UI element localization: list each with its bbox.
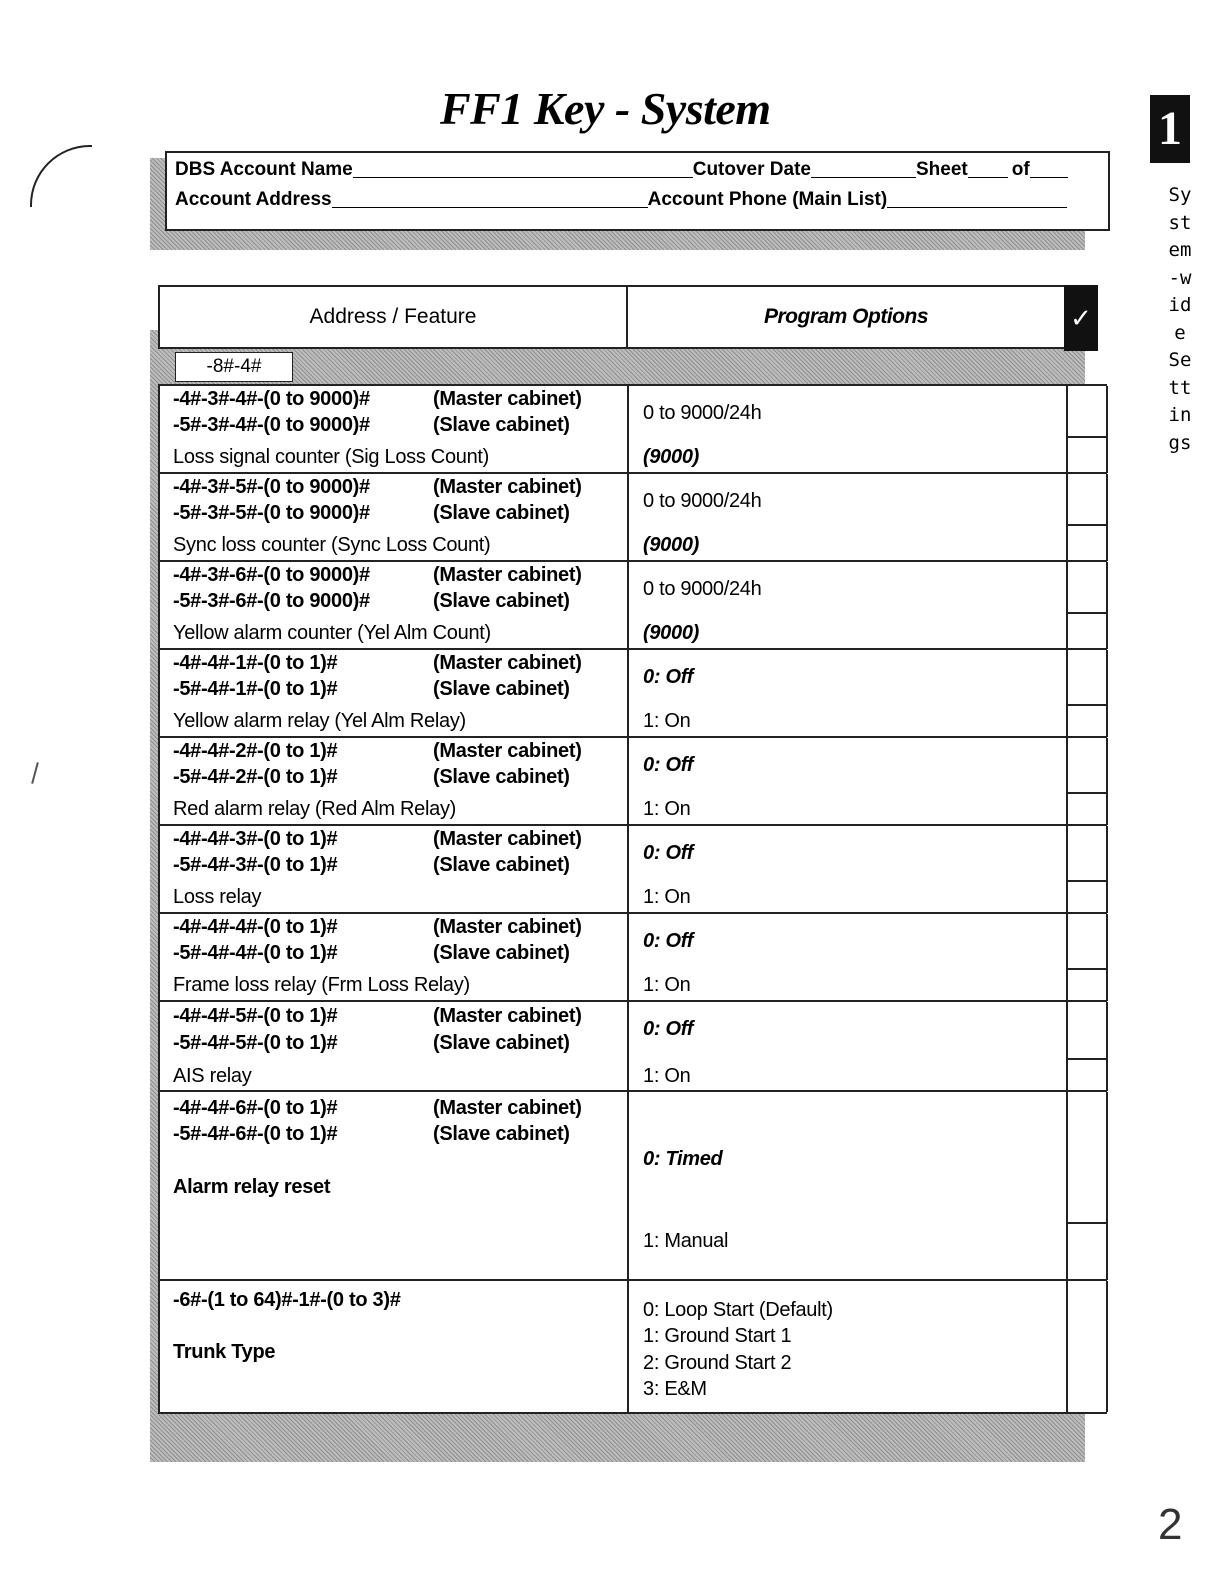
option-default: 0: Off	[643, 666, 694, 688]
slave-address: -5#-4#-4#-(0 to 1)#	[173, 942, 338, 964]
slave-address: -5#-4#-1#-(0 to 1)#	[173, 678, 338, 700]
option-range: 0 to 9000/24h	[643, 578, 762, 600]
option-alt: 1: On	[643, 798, 691, 820]
master-address: -4#-4#-4#-(0 to 1)#	[173, 916, 338, 938]
table-row	[158, 912, 1107, 1001]
sheet-label: Sheet	[915, 159, 968, 180]
slave-cabinet-label: (Slave cabinet)	[433, 1032, 570, 1054]
table-row	[158, 1000, 1107, 1091]
trunk-option: 0: Loop Start (Default)	[643, 1299, 833, 1321]
slave-cabinet-label: (Slave cabinet)	[433, 766, 570, 788]
master-address: -4#-4#-5#-(0 to 1)#	[173, 1005, 338, 1027]
table-header	[158, 285, 1095, 349]
corner-arc-mark	[30, 145, 92, 207]
option-alt: 1: On	[643, 710, 691, 732]
option-alt: 1: On	[643, 886, 691, 908]
feature-name: Yellow alarm counter (Yel Alm Count)	[173, 622, 491, 644]
cutover-date-field[interactable]	[811, 176, 916, 178]
check-column-header-icon: ✓	[1064, 285, 1098, 351]
slave-address: -5#-4#-6#-(0 to 1)#	[173, 1123, 338, 1145]
master-cabinet-label: (Master cabinet)	[433, 388, 582, 410]
slave-cabinet-label: (Slave cabinet)	[433, 502, 570, 524]
check-box[interactable]	[1066, 826, 1108, 913]
table-row	[158, 824, 1107, 913]
sheet-total-field[interactable]	[1030, 176, 1068, 178]
slave-cabinet-label: (Slave cabinet)	[433, 1123, 570, 1145]
master-cabinet-label: (Master cabinet)	[433, 1005, 582, 1027]
slave-cabinet-label: (Slave cabinet)	[433, 590, 570, 612]
slave-address: -5#-3#-5#-(0 to 9000)#	[173, 502, 370, 524]
col-program-options: Program Options	[763, 305, 929, 328]
check-box[interactable]	[1066, 562, 1108, 649]
option-alt: 1: Manual	[643, 1230, 729, 1252]
feature-name: Alarm relay reset	[173, 1176, 331, 1198]
side-section-label: System-wide Settings	[1168, 184, 1192, 454]
slave-cabinet-label: (Slave cabinet)	[433, 678, 570, 700]
table-row	[158, 384, 1107, 473]
master-cabinet-label: (Master cabinet)	[433, 740, 582, 762]
table-row	[158, 648, 1107, 737]
trunk-option: 3: E&M	[643, 1378, 707, 1400]
option-default: (9000)	[643, 534, 700, 556]
option-default: 0: Off	[643, 930, 694, 952]
col-address-feature: Address / Feature	[160, 287, 628, 347]
master-cabinet-label: (Master cabinet)	[433, 564, 582, 586]
page-title: FF1 Key - System	[440, 83, 771, 134]
feature-name: Trunk Type	[173, 1341, 276, 1363]
master-address: -4#-4#-6#-(0 to 1)#	[173, 1097, 338, 1119]
account-name-label: DBS Account Name	[175, 159, 353, 180]
master-cabinet-label: (Master cabinet)	[433, 1097, 582, 1119]
slave-address: -5#-4#-5#-(0 to 1)#	[173, 1032, 338, 1054]
cutover-date-label: Cutover Date	[692, 159, 811, 180]
feature-name: Loss signal counter (Sig Loss Count)	[173, 446, 490, 468]
master-cabinet-label: (Master cabinet)	[433, 828, 582, 850]
check-box[interactable]	[1066, 738, 1108, 825]
option-range: 0 to 9000/24h	[643, 490, 762, 512]
account-address-field[interactable]	[332, 206, 648, 208]
scan-speck	[31, 762, 39, 784]
account-header-box	[165, 151, 1110, 231]
option-alt: 1: On	[643, 974, 691, 996]
table-row	[158, 736, 1107, 825]
feature-name: Sync loss counter (Sync Loss Count)	[173, 534, 491, 556]
option-default: 0: Off	[643, 1018, 694, 1040]
table-row	[158, 1090, 1107, 1280]
account-phone-label: Account Phone (Main List)	[647, 189, 888, 210]
option-default: (9000)	[643, 446, 700, 468]
sheet-field[interactable]	[968, 176, 1008, 178]
slave-address: -5#-3#-4#-(0 to 9000)#	[173, 414, 370, 436]
master-address: -4#-3#-6#-(0 to 9000)#	[173, 564, 370, 586]
check-box[interactable]	[1066, 1002, 1108, 1091]
slave-cabinet-label: (Slave cabinet)	[433, 854, 570, 876]
trunk-option: 2: Ground Start 2	[643, 1352, 792, 1374]
check-box[interactable]	[1066, 1281, 1108, 1412]
slave-cabinet-label: (Slave cabinet)	[433, 942, 570, 964]
of-label: of	[1011, 159, 1030, 180]
check-box[interactable]	[1066, 474, 1108, 561]
feature-name: AIS relay	[173, 1065, 252, 1087]
option-default: (9000)	[643, 622, 700, 644]
feature-name: Red alarm relay (Red Alm Relay)	[173, 798, 457, 820]
option-range: 0 to 9000/24h	[643, 402, 762, 424]
slave-address: -5#-4#-2#-(0 to 1)#	[173, 766, 338, 788]
table-row	[158, 1279, 1107, 1414]
master-address: -4#-3#-4#-(0 to 9000)#	[173, 388, 370, 410]
page-number: 2	[1158, 1500, 1183, 1549]
feature-name: Loss relay	[173, 886, 262, 908]
feature-name: Yellow alarm relay (Yel Alm Relay)	[173, 710, 466, 732]
master-cabinet-label: (Master cabinet)	[433, 652, 582, 674]
check-box[interactable]	[1066, 650, 1108, 737]
option-default: 0: Off	[643, 754, 694, 776]
master-address: -4#-4#-1#-(0 to 1)#	[173, 652, 338, 674]
option-default: 0: Off	[643, 842, 694, 864]
feature-name: Frame loss relay (Frm Loss Relay)	[173, 974, 470, 996]
section-tab-number: 1	[1150, 95, 1190, 163]
master-address: -4#-3#-5#-(0 to 9000)#	[173, 476, 370, 498]
check-box[interactable]	[1066, 914, 1108, 1001]
check-box[interactable]	[1066, 386, 1108, 473]
master-cabinet-label: (Master cabinet)	[433, 476, 582, 498]
master-address: -4#-4#-2#-(0 to 1)#	[173, 740, 338, 762]
section-code: -8#-4#	[175, 352, 293, 382]
trunk-type-address: -6#-(1 to 64)#-1#-(0 to 3)#	[173, 1289, 401, 1311]
master-address: -4#-4#-3#-(0 to 1)#	[173, 828, 338, 850]
account-address-label: Account Address	[175, 189, 332, 210]
account-name-field[interactable]	[353, 176, 693, 178]
account-phone-field[interactable]	[887, 206, 1067, 208]
slave-address: -5#-4#-3#-(0 to 1)#	[173, 854, 338, 876]
option-default: 0: Timed	[643, 1148, 723, 1170]
slave-address: -5#-3#-6#-(0 to 9000)#	[173, 590, 370, 612]
check-box[interactable]	[1066, 1092, 1108, 1280]
table-row	[158, 472, 1107, 561]
option-alt: 1: On	[643, 1065, 691, 1087]
master-cabinet-label: (Master cabinet)	[433, 916, 582, 938]
table-row	[158, 560, 1107, 649]
slave-cabinet-label: (Slave cabinet)	[433, 414, 570, 436]
trunk-option: 1: Ground Start 1	[643, 1325, 792, 1347]
